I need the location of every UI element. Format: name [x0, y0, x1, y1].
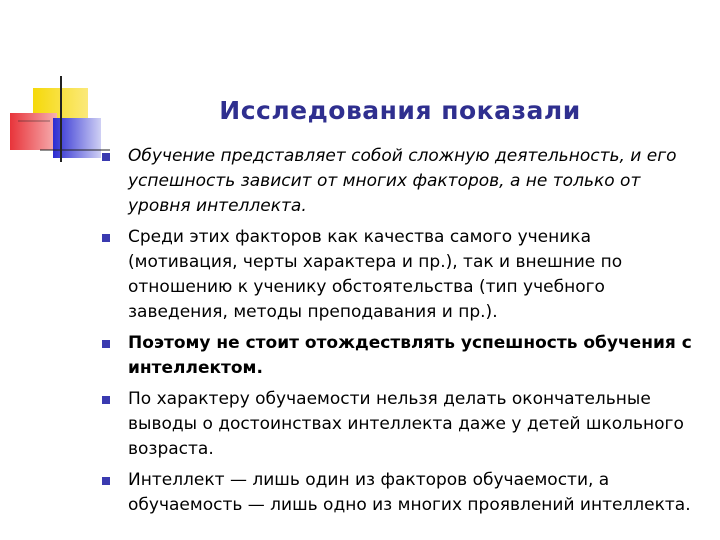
- red-square: [10, 113, 57, 150]
- bullet-text: По характеру обучаемости нельзя делать окончательные выводы о достоинствах интеллекта даже у детей школьного возраста.: [128, 389, 684, 459]
- square-bullet-icon: [102, 340, 110, 348]
- square-bullet-icon: [102, 153, 110, 161]
- bullet-item: [98, 225, 698, 325]
- bullet-item: [98, 468, 698, 518]
- bullet-text: Интеллект — лишь один из факторов обучаемости, а обучаемость — лишь одно из многих проявлений интеллекта.: [128, 470, 691, 515]
- bullet-text: Среди этих факторов как качества самого ученика (мотивация, черты характера и пр.), так и внешние по отношению к ученику обстоятельства (тип учебного заведения, методы преподавания и пр.).: [128, 227, 623, 322]
- bullet-item: [98, 144, 698, 219]
- square-bullet-icon: [102, 477, 110, 485]
- bullet-text: Поэтому не стоит отождествлять успешность обучения с интеллектом.: [128, 333, 692, 378]
- bullet-item: [98, 331, 698, 381]
- square-bullet-icon: [102, 234, 110, 242]
- bullet-list: [98, 144, 698, 524]
- slide-title: Исследования показали: [219, 96, 581, 125]
- square-bullet-icon: [102, 396, 110, 404]
- bullet-text: Обучение представляет собой сложную деятельность, и его успешность зависит от многих факторов, а не только от уровня интеллекта.: [128, 146, 677, 216]
- bullet-item: [98, 387, 698, 462]
